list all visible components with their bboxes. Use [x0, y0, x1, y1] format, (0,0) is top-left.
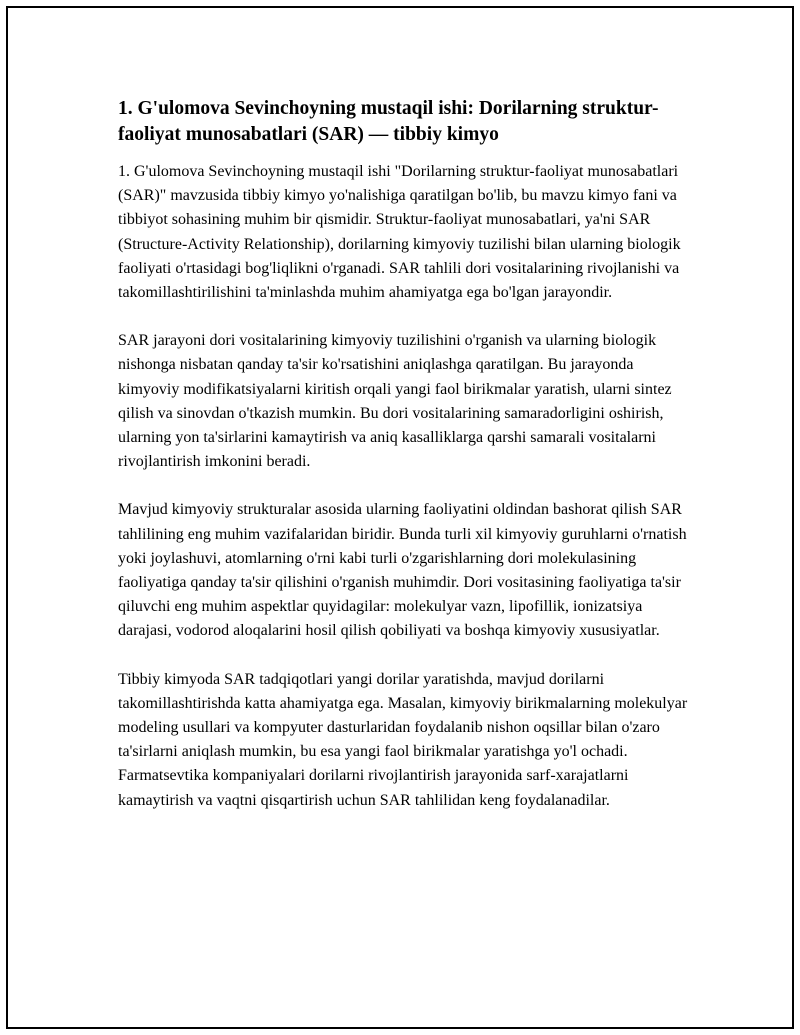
- document-page: [6, 6, 794, 1029]
- paragraph-3: Mavjud kimyoviy strukturalar asosida ularning faoliyatini oldindan bashorat qilish SAR tahlilining eng muhim vazifalaridan biridir. Bunda turli xil kimyoviy guruhlarni o'rnatish yoki joylashuvi, atomlarning o'rni kabi turli o'zgarishlarning dori molekulasining faoliyatiga qanday ta'sir qilishini o'rganish muhimdir. Dori vositasining faoliyatiga ta'sir qiluvchi eng muhim aspektlar quyidagilar: molekulyar vazn, lipofillik, ionizatsiya darajasi, vodorod aloqalarini hosil qilish qobiliyati va boshqa kimyoviy xususiyatlar.: [118, 501, 687, 640]
- document-title: 1. G'ulomova Sevinchoyning mustaqil ishi: Dorilarning struktur-faoliyat munosabatlari (SAR) — tibbiy kimyo: [118, 98, 659, 145]
- document-body: [118, 96, 698, 837]
- paragraph-2: SAR jarayoni dori vositalarining kimyoviy tuzilishini o'rganish va ularning biologik nishonga nisbatan qanday ta'sir ko'rsatishini aniqlashga qaratilgan. Bu jarayonda kimyoviy modifikatsiyalarni kiritish orqali yangi faol birikmalar yaratish, ularni sintez qilish va sinovdan o'tkazish mumkin. Bu dori vositalarining samaradorligini oshirish, ularning yon ta'sirlarini kamaytirish va aniq kasalliklarga qarshi samarali vositalarni rivojlantirish imkonini beradi.: [118, 332, 672, 471]
- paragraph-1: 1. G'ulomova Sevinchoyning mustaqil ishi "Dorilarning struktur-faoliyat munosabatlari (SAR)" mavzusida tibbiy kimyo yo'nalishiga qaratilgan bo'lib, bu mavzu kimyo fani va tibbiyot sohasining muhim bir qismidir. Struktur-faoliyat munosabatlari, ya'ni SAR (Structure-Activity Relationship), dorilarning kimyoviy tuzilishi bilan ularning biologik faoliyati o'rtasidagi bog'liqlikni o'rganadi. SAR tahlili dori vositalarining rivojlanishi va takomillashtirilishini ta'minlashda muhim ahamiyatga ega bo'lgan jarayondir.: [118, 163, 681, 302]
- paragraph-4: Tibbiy kimyoda SAR tadqiqotlari yangi dorilar yaratishda, mavjud dorilarni takomillashtirishda katta ahamiyatga ega. Masalan, kimyoviy birikmalarning molekulyar modeling usullari va kompyuter dasturlaridan foydalanib nishon oqsillar bilan o'zaro ta'sirlarni aniqlash mumkin, bu esa yangi faol birikmalar yaratishga yo'l ochadi. Farmatsevtika kompaniyalari dorilarni rivojlantirish jarayonida sarf-xarajatlarni kamaytirish va vaqtni qisqartirish uchun SAR tahlilidan keng foydalanadilar.: [118, 670, 688, 809]
